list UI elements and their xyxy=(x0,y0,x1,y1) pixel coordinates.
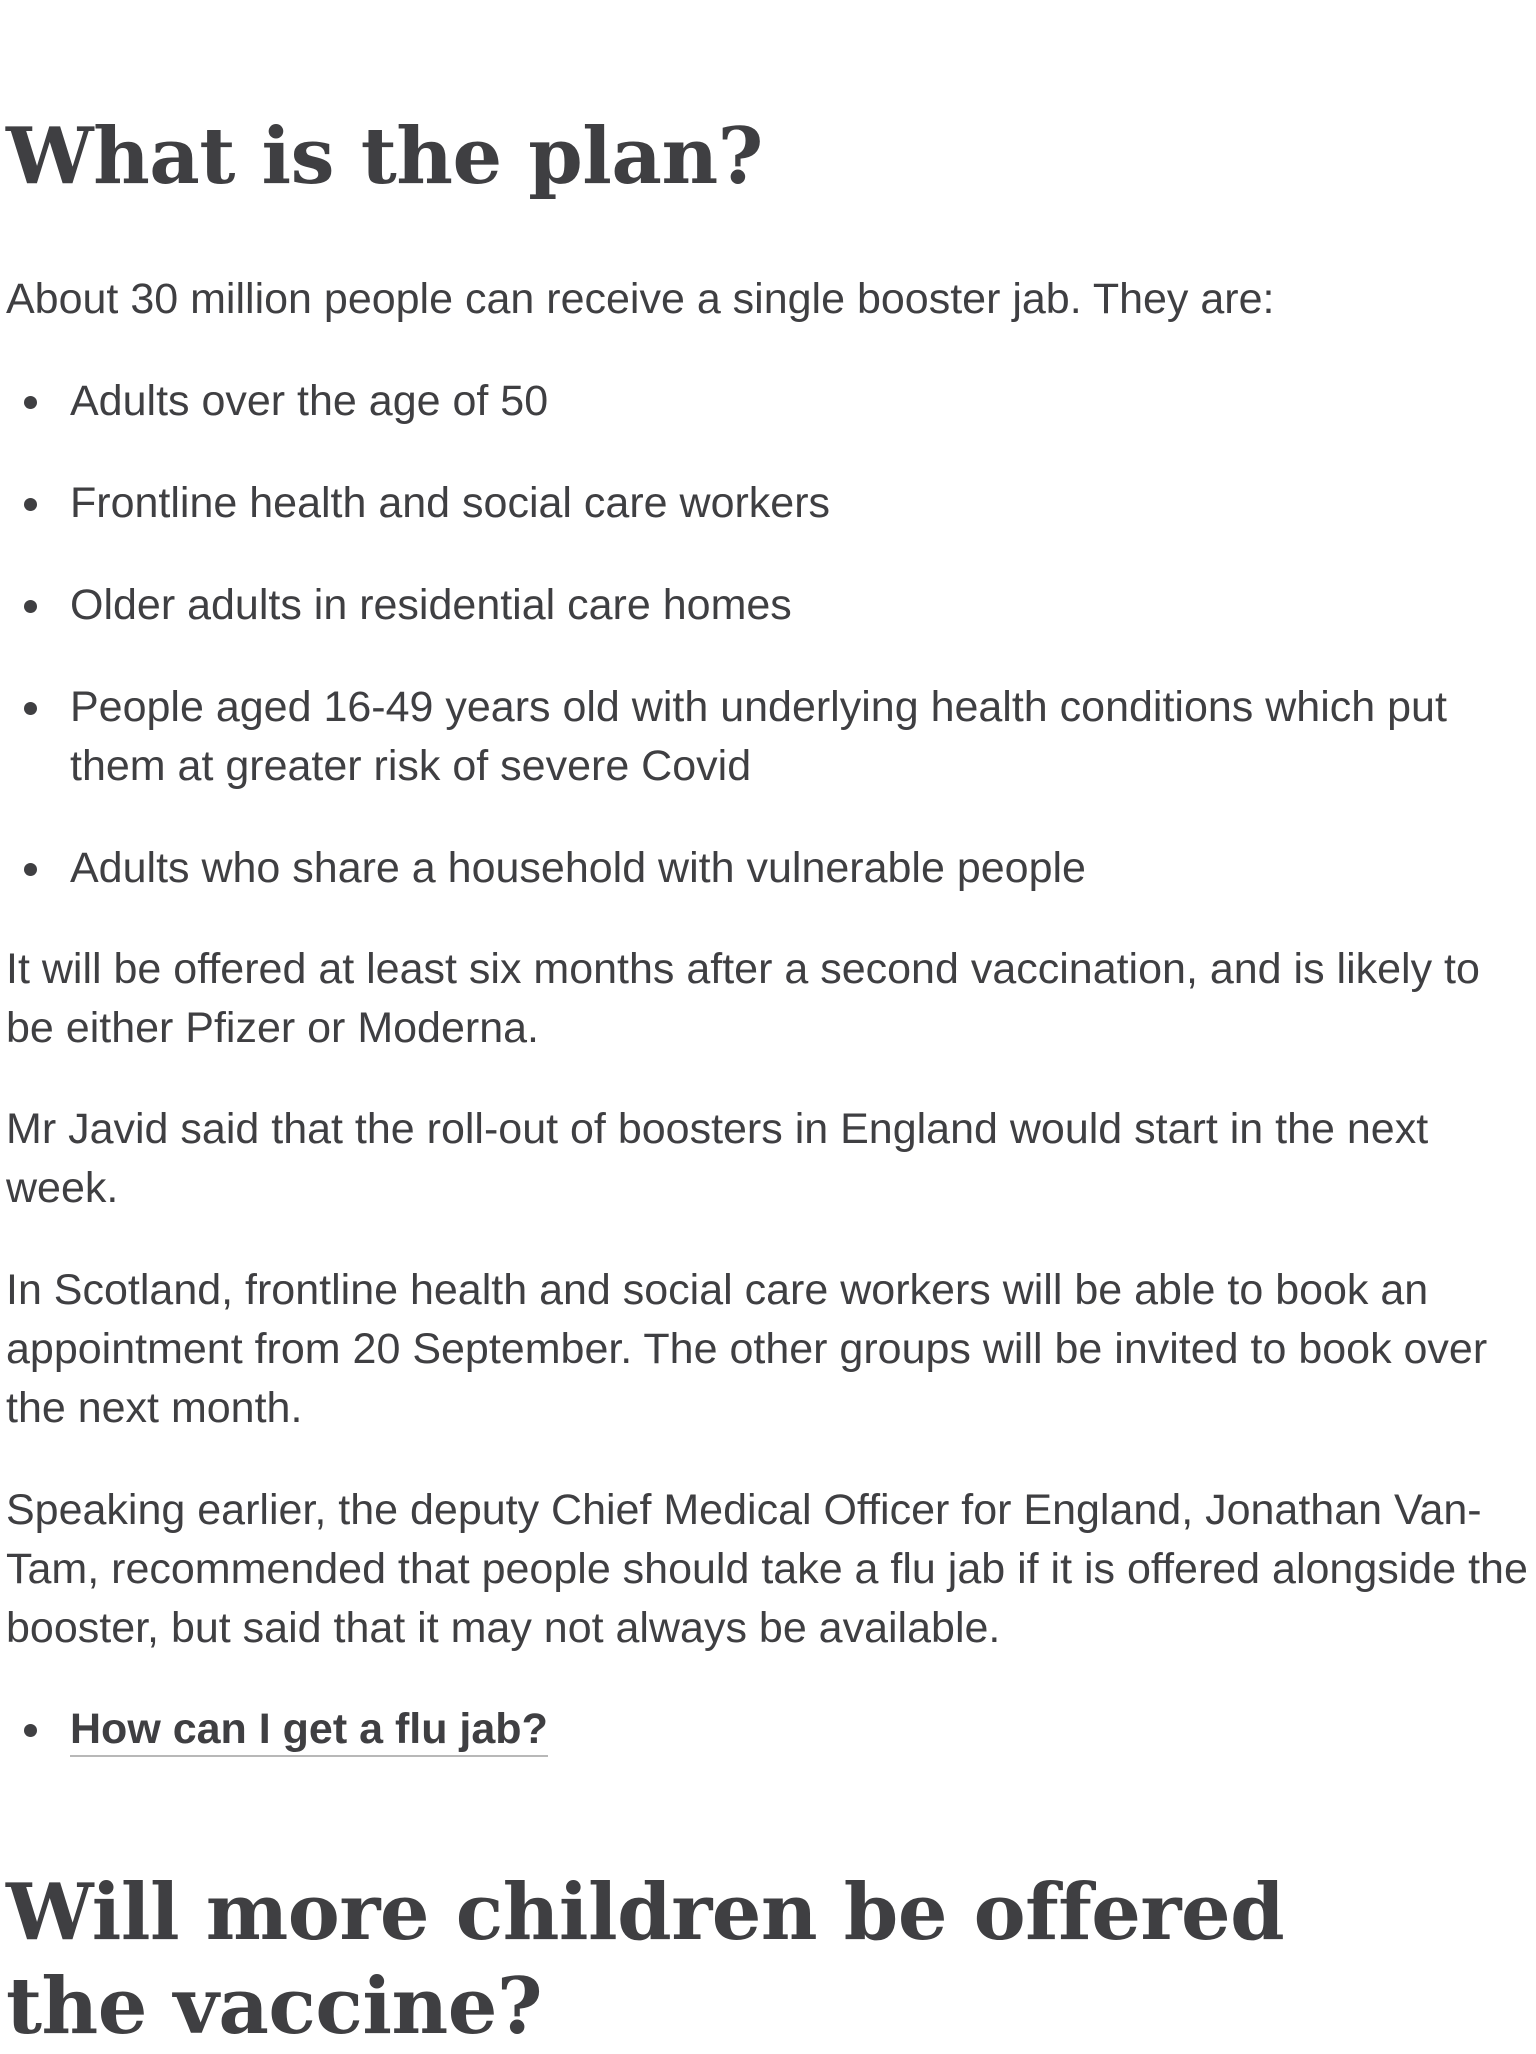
list-item xyxy=(6,576,1536,635)
list-item xyxy=(6,678,1536,796)
flu-jab-link[interactable]: How can I get a flu jab? xyxy=(70,1705,548,1757)
bullet-icon xyxy=(24,1724,37,1737)
list-item-text: People aged 16-49 years old with underlying health conditions which put them at greater risk of severe Covid xyxy=(70,683,1447,790)
body-paragraph: In Scotland, frontline health and social care workers will be able to book an appointment from 20 September. The other groups will be invited to book over the next month. xyxy=(6,1266,1488,1432)
list-item-text: Adults over the age of 50 xyxy=(70,377,549,425)
bullet-icon xyxy=(24,396,37,409)
eligible-groups-list xyxy=(6,372,1536,898)
section-heading-plan: What is the plan? xyxy=(6,111,763,202)
list-item xyxy=(6,1700,1536,1759)
related-links-list xyxy=(6,1700,1536,1759)
section-heading-children: Will more children be offered the vaccine? xyxy=(6,1867,1285,2052)
intro-paragraph: About 30 million people can receive a single booster jab. They are: xyxy=(6,275,1275,323)
list-item-text: Older adults in residential care homes xyxy=(70,581,792,629)
list-item xyxy=(6,474,1536,533)
body-paragraph: Mr Javid said that the roll-out of boosters in England would start in the next week. xyxy=(6,1105,1429,1212)
bullet-icon xyxy=(24,498,37,511)
bullet-icon xyxy=(24,702,37,715)
body-paragraph: Speaking earlier, the deputy Chief Medical Officer for England, Jonathan Van-Tam, recommended that people should take a flu jab if it is offered alongside the booster, but said that it may not always be available. xyxy=(6,1486,1528,1652)
body-paragraph: It will be offered at least six months after a second vaccination, and is likely to be either Pfizer or Moderna. xyxy=(6,945,1480,1052)
list-item-text: Frontline health and social care workers xyxy=(70,479,831,527)
list-item-text: Adults who share a household with vulnerable people xyxy=(70,844,1086,892)
bullet-icon xyxy=(24,863,37,876)
bullet-icon xyxy=(24,600,37,613)
list-item xyxy=(6,839,1536,898)
list-item xyxy=(6,372,1536,431)
